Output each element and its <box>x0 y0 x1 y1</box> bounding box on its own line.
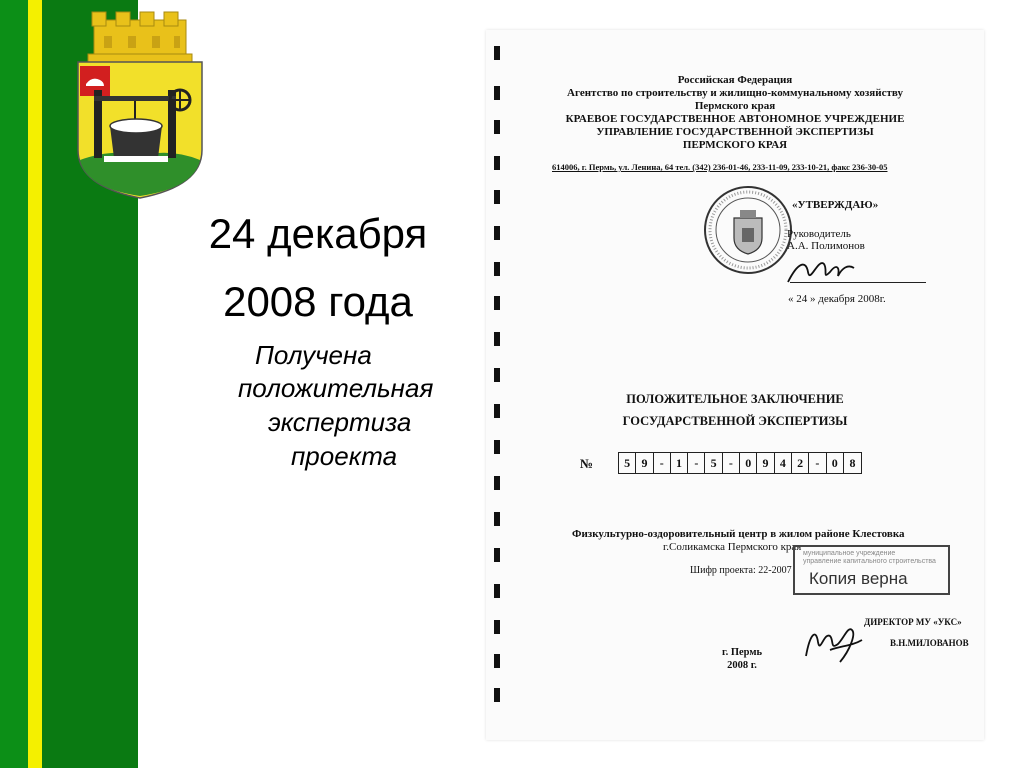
head-name: А.А. Полимонов <box>787 240 865 252</box>
number-cell: 2 <box>792 453 809 473</box>
note-line-2: положительная <box>238 373 434 403</box>
project-line-2: г.Соликамска Пермского края <box>663 541 802 553</box>
copy-stamp-org <box>803 550 936 566</box>
left-stripe-yellow <box>28 0 42 768</box>
note-line-4: проекта <box>291 441 398 471</box>
project-line-1: Физкультурно-оздоровительный центр в жилом районе Клестовка <box>572 528 905 540</box>
number-cell: 5 <box>619 453 636 473</box>
document-address: 614006, г. Пермь, ул. Ленина, 64 тел. (342) 236-01-46, 233-11-09, 233-10-21, факс 236-30-05 <box>552 162 888 172</box>
copy-stamp-org-line: управление капитального строительства <box>803 558 936 565</box>
director-title: ДИРЕКТОР МУ «УКС» <box>864 617 962 627</box>
copy-stamp-org-line: муниципальное учреждение <box>803 550 896 557</box>
city-line: г. Пермь <box>722 647 763 658</box>
conclusion-title-line: ГОСУДАРСТВЕННОЙ ЭКСПЕРТИЗЫ <box>622 414 848 428</box>
head-signature-icon <box>784 254 858 288</box>
conclusion-number <box>618 452 862 474</box>
number-cell: - <box>654 453 671 473</box>
header-line: Пермского края <box>694 100 776 112</box>
note-line-3: экспертиза <box>268 407 412 437</box>
copy-verified-stamp <box>793 545 950 595</box>
number-cell: 9 <box>636 453 653 473</box>
copy-stamp-text: Копия верна <box>809 569 908 588</box>
document-header <box>540 74 930 152</box>
number-cell: - <box>723 453 740 473</box>
director-name: В.Н.МИЛОВАНОВ <box>890 638 969 648</box>
left-stripe-green <box>0 0 28 768</box>
approve-date: « 24 » декабря 2008г. <box>788 293 886 305</box>
number-label: № <box>580 456 594 471</box>
date-line-2: 2008 года <box>223 278 413 325</box>
number-cell: 5 <box>705 453 722 473</box>
number-cell: 0 <box>827 453 844 473</box>
number-cell: 1 <box>671 453 688 473</box>
document-binding-holes <box>494 40 504 710</box>
header-line: Агентство по строительству и жилищно-коммунальному хозяйству <box>567 87 903 99</box>
conclusion-title-line: ПОЛОЖИТЕЛЬНОЕ ЗАКЛЮЧЕНИЕ <box>626 392 844 406</box>
number-cell: 8 <box>849 456 856 470</box>
header-line: ПЕРМСКОГО КРАЯ <box>682 139 788 151</box>
number-cell: 0 <box>740 453 757 473</box>
document-city-year <box>722 646 762 672</box>
header-line: Российская Федерация <box>677 74 793 86</box>
number-cell: - <box>809 453 826 473</box>
number-cell: 4 <box>775 453 792 473</box>
approve-label: «УТВЕРЖДАЮ» <box>792 199 879 211</box>
conclusion-title <box>560 388 910 432</box>
head-title: Руководитель <box>787 228 851 240</box>
year-line: 2008 г. <box>727 660 757 671</box>
project-cipher: Шифр проекта: 22-2007 <box>690 565 792 576</box>
director-signature-icon <box>800 620 866 666</box>
header-line: УПРАВЛЕНИЕ ГОСУДАРСТВЕННОЙ ЭКСПЕРТИЗЫ <box>596 126 874 138</box>
number-cell: - <box>688 453 705 473</box>
coat-of-arms-icon <box>74 10 206 200</box>
note-line-1: Получена <box>255 340 372 370</box>
date-line-1: 24 декабря <box>208 210 428 257</box>
header-line: КРАЕВОЕ ГОСУДАРСТВЕННОЕ АВТОНОМНОЕ УЧРЕЖДЕНИЕ <box>565 113 905 125</box>
number-cell: 9 <box>757 453 774 473</box>
